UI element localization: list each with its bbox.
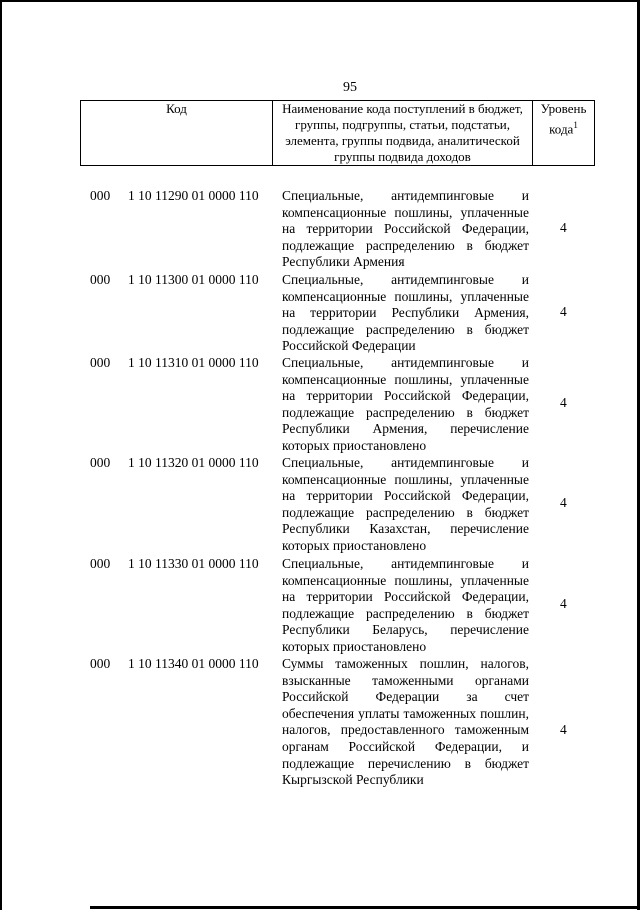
header-name-cell: [273, 101, 533, 166]
agency-code: 000: [90, 556, 111, 571]
table-header: [80, 100, 595, 166]
budget-code: 1 10 11330 01 0000 110: [128, 556, 259, 571]
agency-code: 000: [90, 355, 111, 370]
agency-code: 000: [90, 272, 111, 287]
header-level-label: Уровень кода: [540, 101, 587, 137]
code-level: 4: [560, 304, 567, 319]
code-description: Специальные, антидемпинговые и компенсационные пошлины, уплаченные на территории Республики Армения, подлежащие распределению в бюджет Российской Федерации: [282, 272, 529, 354]
code-description: Специальные, антидемпинговые и компенсационные пошлины, уплаченные на территории Российской Федерации, подлежащие распределению в бюджет Республики Армения: [282, 188, 529, 270]
header-level-footnote: 1: [573, 120, 578, 130]
code-description: Специальные, антидемпинговые и компенсационные пошлины, уплаченные на территории Российской Федерации, подлежащие распределению в бюджет Республики Казахстан, перечисление которых приостановлено: [282, 455, 529, 553]
budget-code: 1 10 11300 01 0000 110: [128, 272, 259, 287]
code-level: 4: [560, 722, 567, 737]
page-border-left: [0, 0, 2, 910]
agency-code: 000: [90, 188, 111, 203]
header-code-label: Код: [166, 101, 187, 116]
budget-code: 1 10 11310 01 0000 110: [128, 355, 259, 370]
budget-code: 1 10 11320 01 0000 110: [128, 455, 259, 470]
header-code-cell: [81, 101, 273, 166]
budget-code: 1 10 11340 01 0000 110: [128, 656, 259, 671]
agency-code: 000: [90, 455, 111, 470]
page-border-bottom: [90, 906, 640, 909]
code-description: Суммы таможенных пошлин, налогов, взысканные таможенными органами Российской Федерации за счет обеспечения уплаты таможенных пошлин, налогов, предоставленного таможенным органам Российской Федерации, и подлежащие перечислению в бюджет Кыргызской Республики: [282, 656, 529, 788]
code-description: Специальные, антидемпинговые и компенсационные пошлины, уплаченные на территории Российской Федерации, подлежащие распределению в бюджет Республики Армения, перечисление которых приостановлено: [282, 355, 529, 453]
page-border-top: [0, 0, 640, 2]
code-level: 4: [560, 220, 567, 235]
agency-code: 000: [90, 656, 111, 671]
code-description: Специальные, антидемпинговые и компенсационные пошлины, уплаченные на территории Российской Федерации, подлежащие распределению в бюджет Республики Беларусь, перечисление которых приостановлено: [282, 556, 529, 654]
header-name-label: Наименование кода поступлений в бюджет, группы, подгруппы, статьи, подстатьи, элемента, группы подвида, аналитической группы подвида доходов: [282, 101, 523, 164]
code-level: 4: [560, 395, 567, 410]
header-level-cell: [533, 101, 595, 166]
code-level: 4: [560, 495, 567, 510]
budget-code: 1 10 11290 01 0000 110: [128, 188, 259, 203]
page-number: 95: [343, 80, 357, 95]
code-level: 4: [560, 596, 567, 611]
